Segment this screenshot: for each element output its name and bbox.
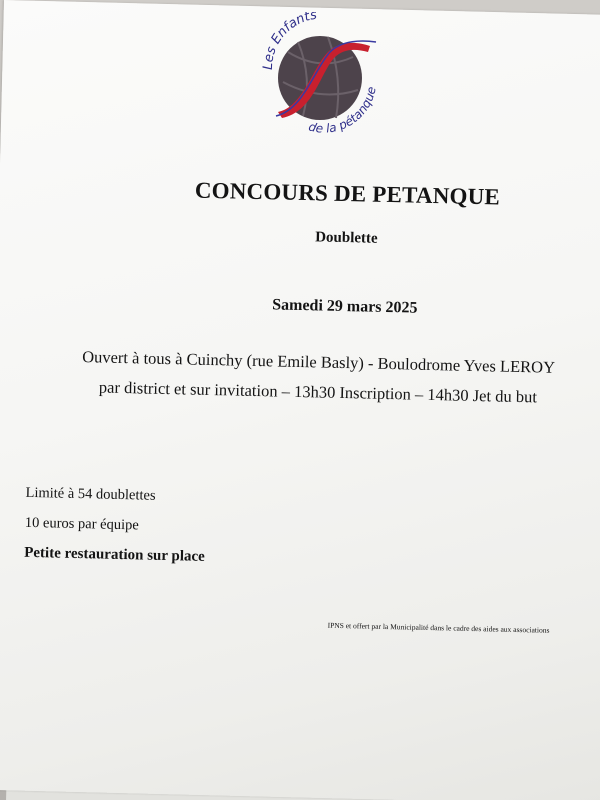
detail-price: 10 euros par équipe — [24, 514, 139, 534]
document-subtitle: Doublette — [314, 229, 378, 247]
footer-note: IPNS et offert par la Municipalité dans le cadre des aides aux associations — [327, 620, 550, 635]
detail-catering: Petite restauration sur place — [24, 544, 206, 565]
logo-text-bottom: de la pétanque — [307, 85, 379, 136]
detail-team-limit: Limité à 54 doublettes — [25, 484, 156, 504]
schedule-line: par district et sur invitation – 13h30 Inscription – 14h30 Jet du but — [98, 377, 538, 407]
document-title: CONCOURS DE PETANQUE — [194, 177, 501, 210]
location-line: Ouvert à tous à Cuinchy (rue Emile Basly) - Boulodrome Yves LEROY — [81, 347, 556, 377]
event-date: Samedi 29 mars 2025 — [272, 296, 418, 317]
logo-text-top: Les Enfants — [260, 12, 318, 71]
